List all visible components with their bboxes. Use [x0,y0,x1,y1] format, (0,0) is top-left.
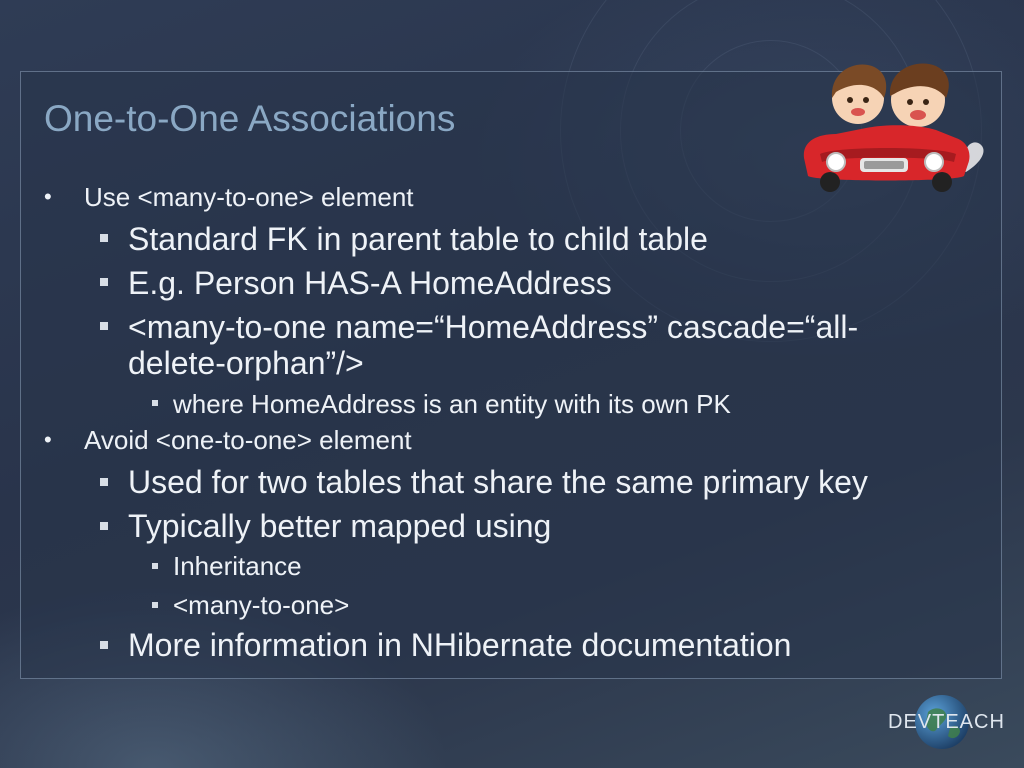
bullet-text: <many-to-one name=“HomeAddress” cascade=“all- [128,309,859,345]
bullet-square [100,278,108,286]
bullet-square [100,234,108,242]
bullet-text: Inheritance [173,551,302,581]
bullet-text-continuation: delete-orphan”/> [128,345,364,381]
bullet-text: Avoid <one-to-one> element [84,425,412,455]
bullet-square-small [152,563,158,569]
bullet-square [100,478,108,486]
bullet-text: <many-to-one> [173,590,350,620]
bullet-text: where HomeAddress is an entity with its own PK [173,389,731,419]
devteach-logo-text: DEVTEACH [888,711,1005,733]
bullet-square-small [152,400,158,406]
bullet-square-small [152,602,158,608]
bullet-text: Used for two tables that share the same primary key [128,464,868,500]
bullet-square [100,641,108,649]
bullet-text: Use <many-to-one> element [84,182,414,212]
bullet-text: Standard FK in parent table to child table [128,221,708,257]
bullet-dot: • [44,184,52,209]
slide-title: One-to-One Associations [44,98,456,139]
bullet-text: E.g. Person HAS-A HomeAddress [128,265,612,301]
bullet-square [100,522,108,530]
bullet-square [100,322,108,330]
bullet-text: More information in NHibernate documentation [128,627,792,663]
couple-in-car-clipart [796,58,992,198]
bullet-dot: • [44,427,52,452]
bullet-text: Typically better mapped using [128,508,552,544]
